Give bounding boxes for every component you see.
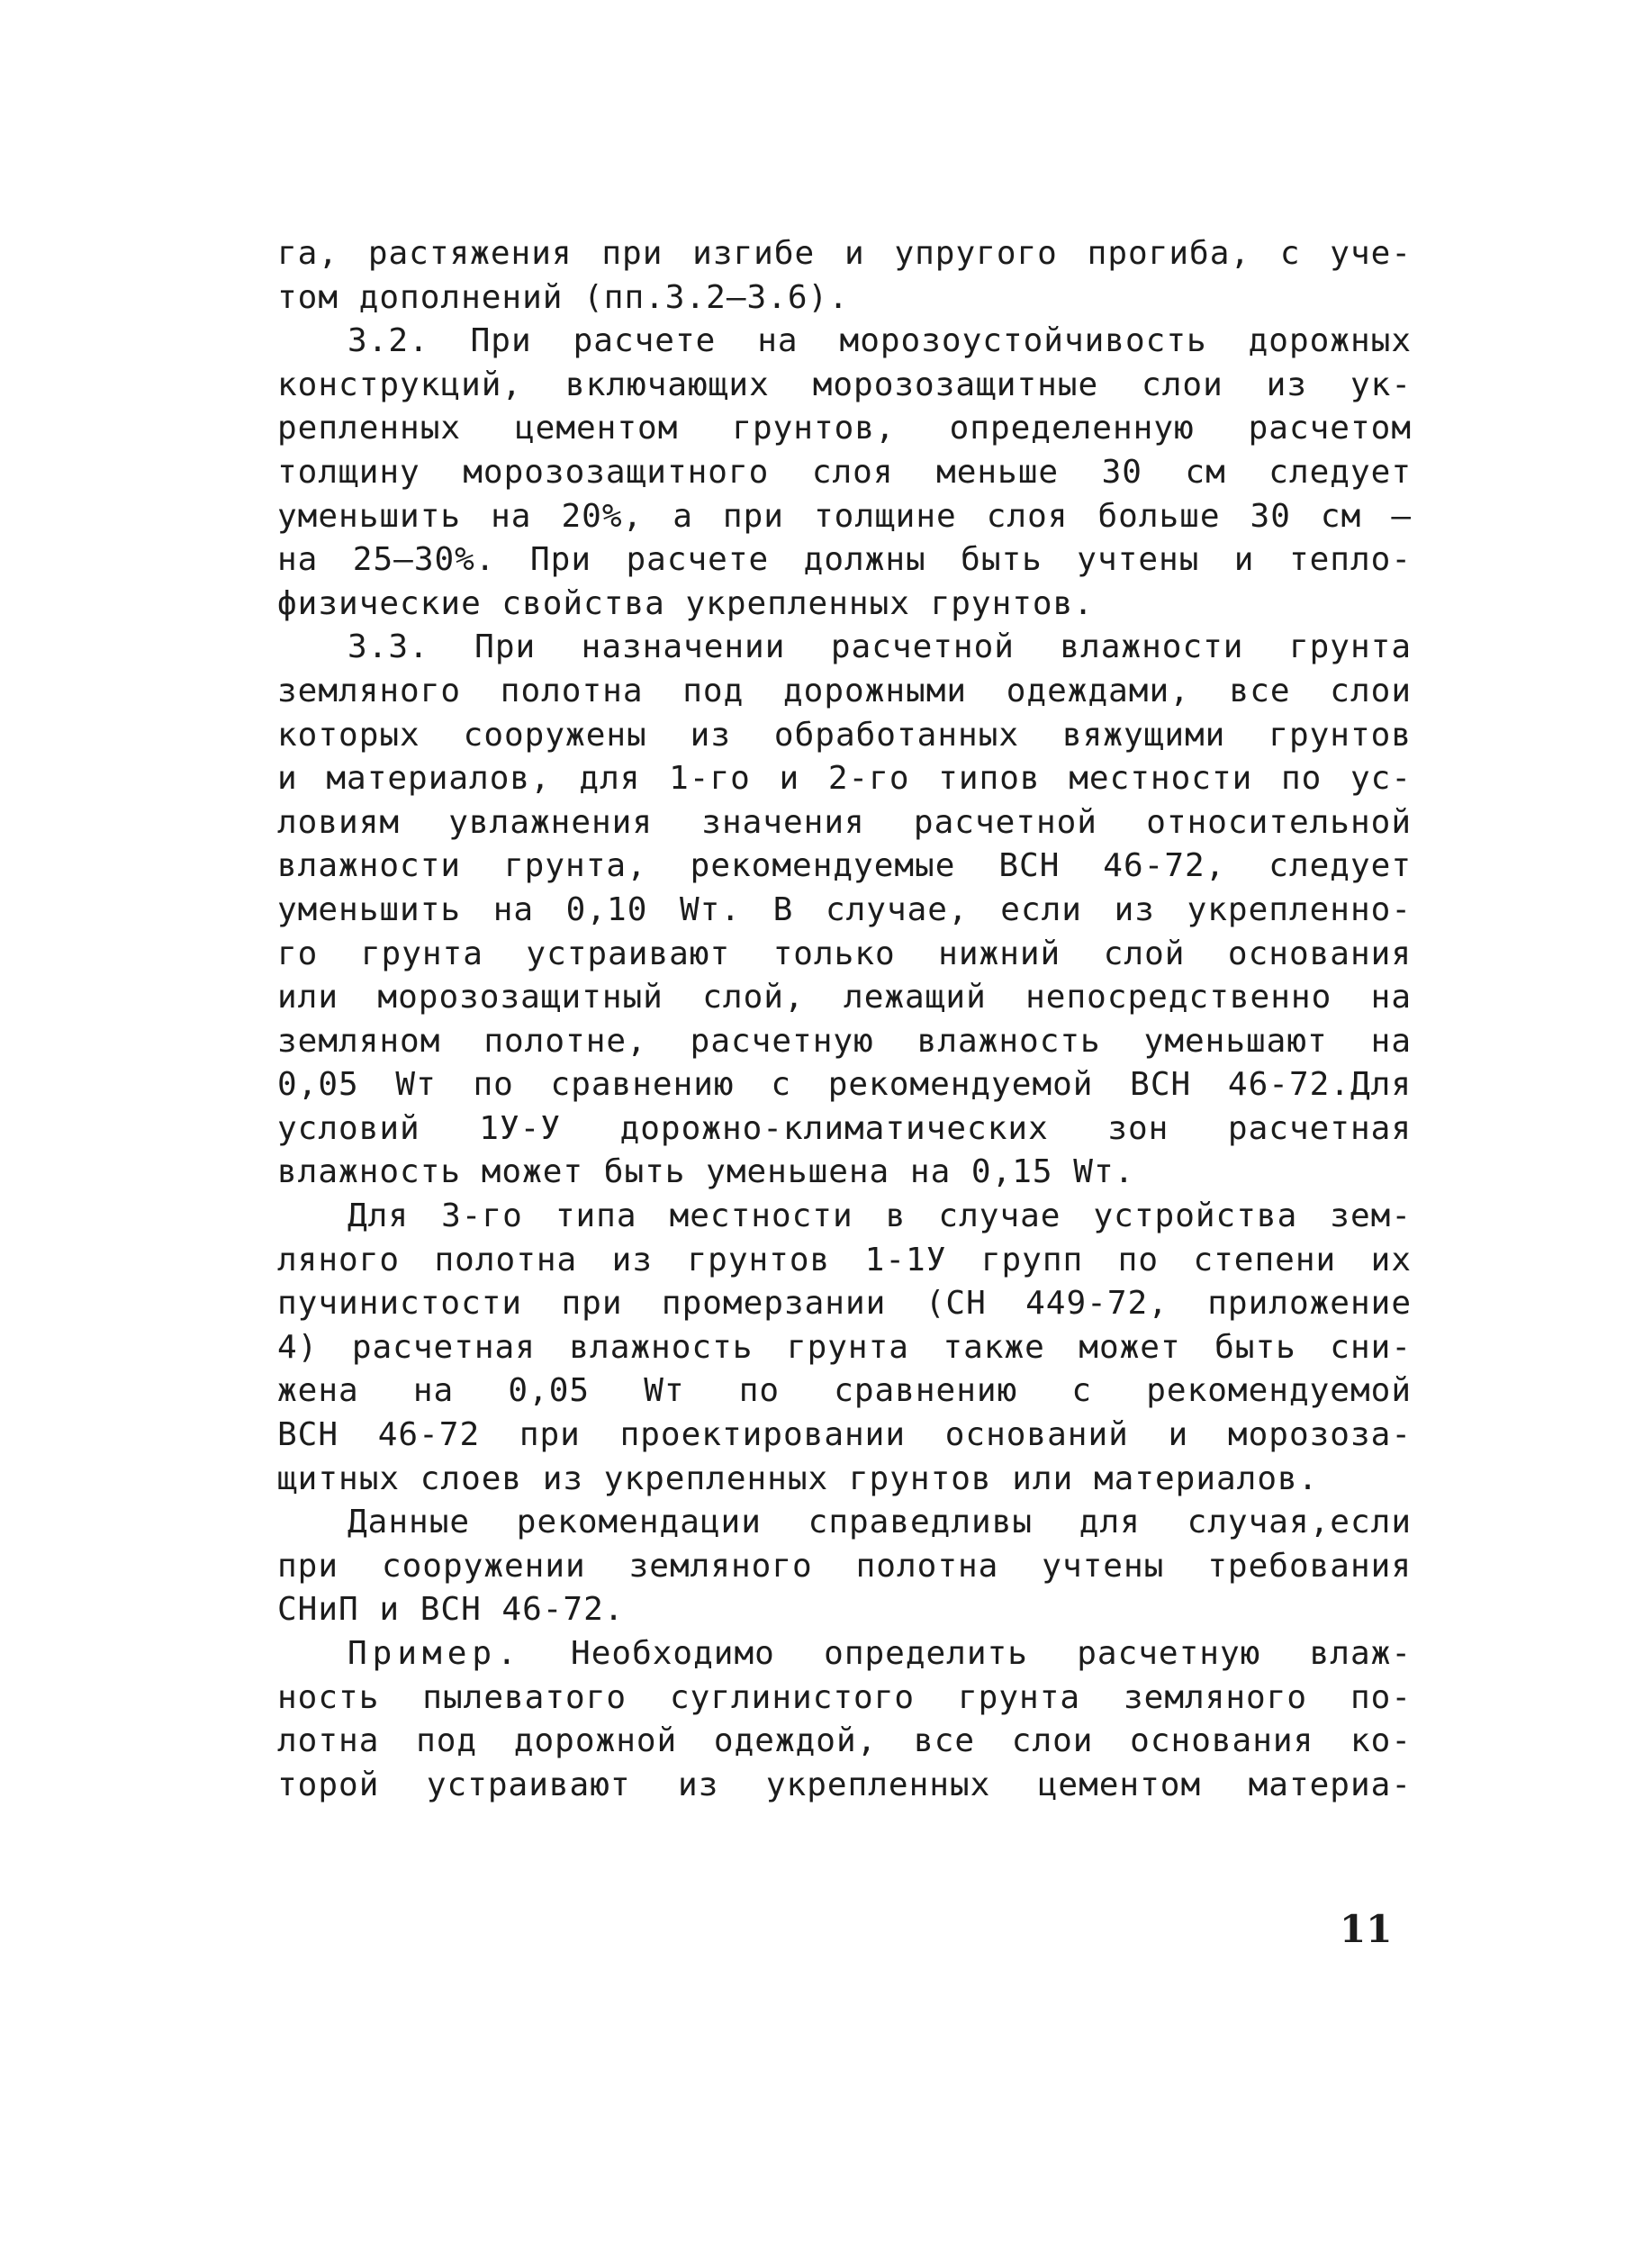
text-line: земляном полотне, расчетную влажность уменьшают на (277, 1022, 1412, 1060)
paragraph-recommendations (277, 1501, 1412, 1632)
example-line-rest: Необходимо определить расчетную влаж- (521, 1635, 1412, 1672)
text-line: 3.2. При расчете на морозоустойчивость дорожных (348, 322, 1412, 360)
text-line: и материалов, для 1-го и 2-го типов местности по ус- (277, 760, 1412, 798)
text-line: конструкций, включающих морозозащитные слои из ук- (277, 366, 1412, 403)
text-line: 0,05 Wт по сравнению с рекомендуемой ВСН 46-72.Для (277, 1066, 1412, 1104)
text-line: ВСН 46-72 при проектировании оснований и морозоза- (277, 1416, 1412, 1454)
text-line: щитных слоев из укрепленных грунтов или материалов. (277, 1459, 1319, 1497)
text-line: земляного полотна под дорожными одеждами, все слои (277, 672, 1412, 709)
paragraph-example (277, 1632, 1412, 1807)
text-line: толщину морозозащитного слоя меньше 30 см следует (277, 453, 1412, 491)
text-line: пучинистости при промерзании (СН 449-72, приложение (277, 1285, 1412, 1323)
text-line: Для 3-го типа местности в случае устройства зем- (348, 1197, 1412, 1235)
text-line: ность пылеватого суглинистого грунта земляного по- (277, 1678, 1412, 1716)
example-lead: Пример. (348, 1635, 522, 1672)
text-line: СНиП и ВСН 46-72. (277, 1591, 625, 1629)
text-line: влажность может быть уменьшена на 0,15 Wт. (277, 1153, 1135, 1191)
document-body (277, 232, 1412, 1807)
text-line: репленных цементом грунтов, определенную расчетом (277, 410, 1412, 447)
text-line: Данные рекомендации справедливы для случая,если (348, 1504, 1412, 1541)
text-line: на 25–30%. При расчете должны быть учтены и тепло- (277, 541, 1412, 579)
page-number: 11 (1340, 1907, 1393, 1951)
text-line: го грунта устраивают только нижний слой основания (277, 935, 1412, 972)
text-line: торой устраивают из укрепленных цементом материа- (277, 1766, 1412, 1803)
text-line: ловиям увлажнения значения расчетной относительной (277, 803, 1412, 841)
text-line: лотна под дорожной одеждой, все слои основания ко- (277, 1722, 1412, 1760)
paragraph-1 (277, 232, 1412, 320)
text-line: жена на 0,05 Wт по сравнению с рекомендуемой (277, 1372, 1412, 1410)
text-line: 3.3. При назначении расчетной влажности грунта (348, 628, 1412, 666)
paragraph-type-3 (277, 1195, 1412, 1501)
text-line: при сооружении земляного полотна учтены требования (277, 1547, 1412, 1585)
text-line: га, растяжения при изгибе и упругого прогиба, с уче- (277, 235, 1412, 272)
text-line (277, 1632, 1412, 1676)
text-line: или морозозащитный слой, лежащий непосредственно на (277, 979, 1412, 1017)
text-line: ляного полотна из грунтов 1-1У групп по степени их (277, 1241, 1412, 1279)
text-line: физические свойства укрепленных грунтов. (277, 584, 1094, 622)
text-line: уменьшить на 0,10 Wт. В случае, если из укрепленно- (277, 890, 1412, 928)
text-line: которых сооружены из обработанных вяжущими грунтов (277, 716, 1412, 754)
paragraph-3-3 (277, 626, 1412, 1195)
text-line: влажности грунта, рекомендуемые ВСН 46-72, следует (277, 847, 1412, 885)
text-line: 4) расчетная влажность грунта также может быть сни- (277, 1328, 1412, 1366)
text-line: условий 1У-У дорожно-климатических зон расчетная (277, 1109, 1412, 1147)
text-line: том дополнений (пп.3.2–3.6). (277, 278, 849, 316)
paragraph-3-2 (277, 320, 1412, 626)
text-line: уменьшить на 20%, а при толщине слоя больше 30 см – (277, 497, 1412, 535)
